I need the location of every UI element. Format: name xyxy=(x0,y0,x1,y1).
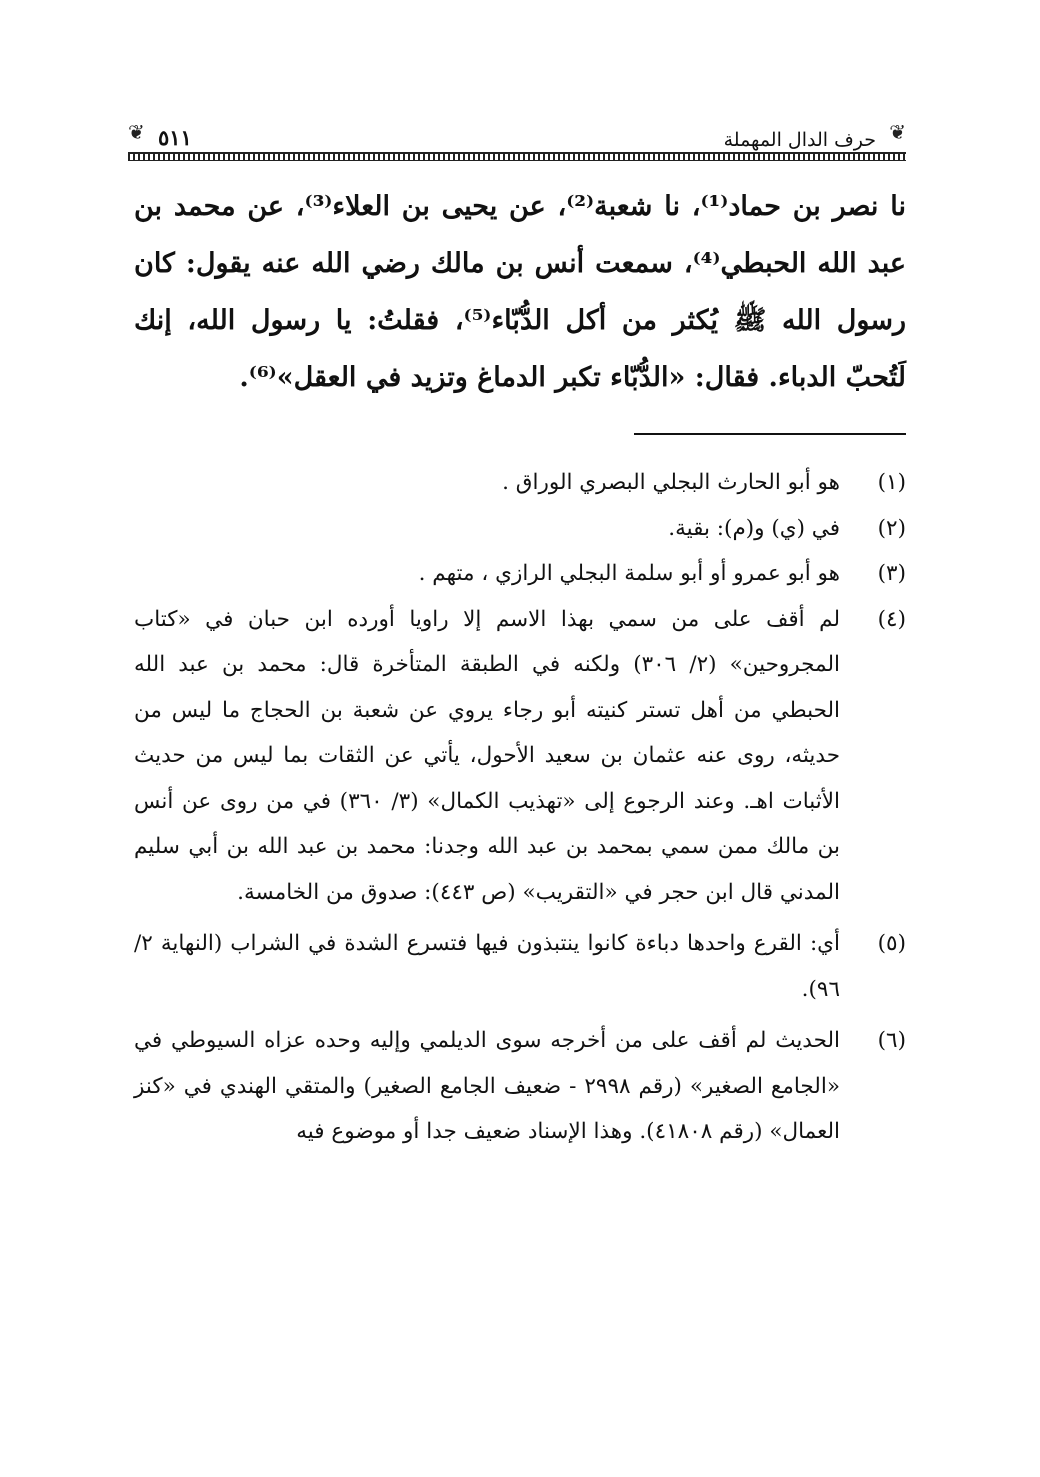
footnote-1 xyxy=(134,460,906,506)
footnote-number: (٤) xyxy=(877,606,906,632)
chapter-title: حرف الدال المهملة xyxy=(723,129,876,151)
footnote-number: (٥) xyxy=(877,931,906,956)
footnote-text: الحديث لم أقف على من أخرجه سوى الديلمي وإليه وحده عزاه السيوطي في «الجامع الصغير» (رقم ٢٩٩٨ - ضعيف الجامع الصغير) والمتقي الهندي في «كنز العمال» (رقم ٤١٨٠٨). وهذا الإسناد ضعيف جدا أو موضوع فيه xyxy=(134,1028,840,1144)
header-rule xyxy=(128,152,906,161)
footnote-number: (١) xyxy=(877,470,906,495)
page-header xyxy=(128,100,906,156)
hadith-paragraph: نا نصر بن حماد⁽¹⁾، نا شعبة⁽²⁾، عن يحيى بن العلاء⁽³⁾، عن محمد بن عبد الله الحبطي⁽⁴⁾، سمعت أنس بن مالك رضي الله عنه يقول: كان رسول الله ﷺ يُكثر من أكل الدُّبّاء⁽⁵⁾، فقلتُ: يا رسول الله، إنك لَتُحبّ الدباء. فقال: «الدُّبّاء تكبر الدماغ وتزيد في العقل»⁽⁶⁾. xyxy=(134,191,906,393)
footnote-text: أي: القرع واحدها دباءة كانوا ينتبذون فيها فتسرع الشدة في الشراب (النهاية ٢/ ٩٦). xyxy=(134,931,840,1002)
footnote-text: هو أبو عمرو أو أبو سلمة البجلي الرازي ، متهم . xyxy=(418,561,840,586)
footnote-number: (٦) xyxy=(877,1028,906,1053)
footnote-2 xyxy=(134,506,906,552)
footnote-number: (٢) xyxy=(877,515,906,541)
footnote-number: (٣) xyxy=(877,561,906,586)
footnote-3 xyxy=(134,551,906,597)
footnote-6 xyxy=(134,1018,906,1155)
footnote-text: هو أبو الحارث البجلي البصري الوراق . xyxy=(502,470,840,495)
footnotes xyxy=(134,460,906,1155)
page-number: ٥١١ xyxy=(158,125,192,150)
footnote-5 xyxy=(134,921,906,1012)
main-text xyxy=(134,178,906,406)
footnote-text: في (ي) و(م): بقية. xyxy=(668,515,840,541)
ornament-icon: ❦ xyxy=(889,120,906,144)
footnote-text: لم أقف على من سمي بهذا الاسم إلا راويا أورده ابن حبان في «كتاب المجروحين» (٢/ ٣٠٦) ولكنه في الطبقة المتأخرة قال: محمد بن عبد الله الحبطي من أهل تستر كنيته أبو رجاء يروي عن شعبة بن الحجاج ما ليس من حديثه، روى عنه عثمان بن سعيد الأحول، يأتي عن الثقات بما ليس من حديث الأثبات اهـ. وعند الرجوع إلى «تهذيب الكمال» (٣/ ٣٦٠) في من روى عن أنس بن مالك ممن سمي بمحمد بن عبد الله وجدنا: محمد بن عبد الله بن أبي سليم المدني قال ابن حجر في «التقريب» (ص ٤٤٣): صدوق من الخامسة. xyxy=(134,606,841,905)
ornament-icon: ❦ xyxy=(128,120,145,144)
footnote-4 xyxy=(134,597,906,916)
footnote-divider xyxy=(634,433,906,435)
